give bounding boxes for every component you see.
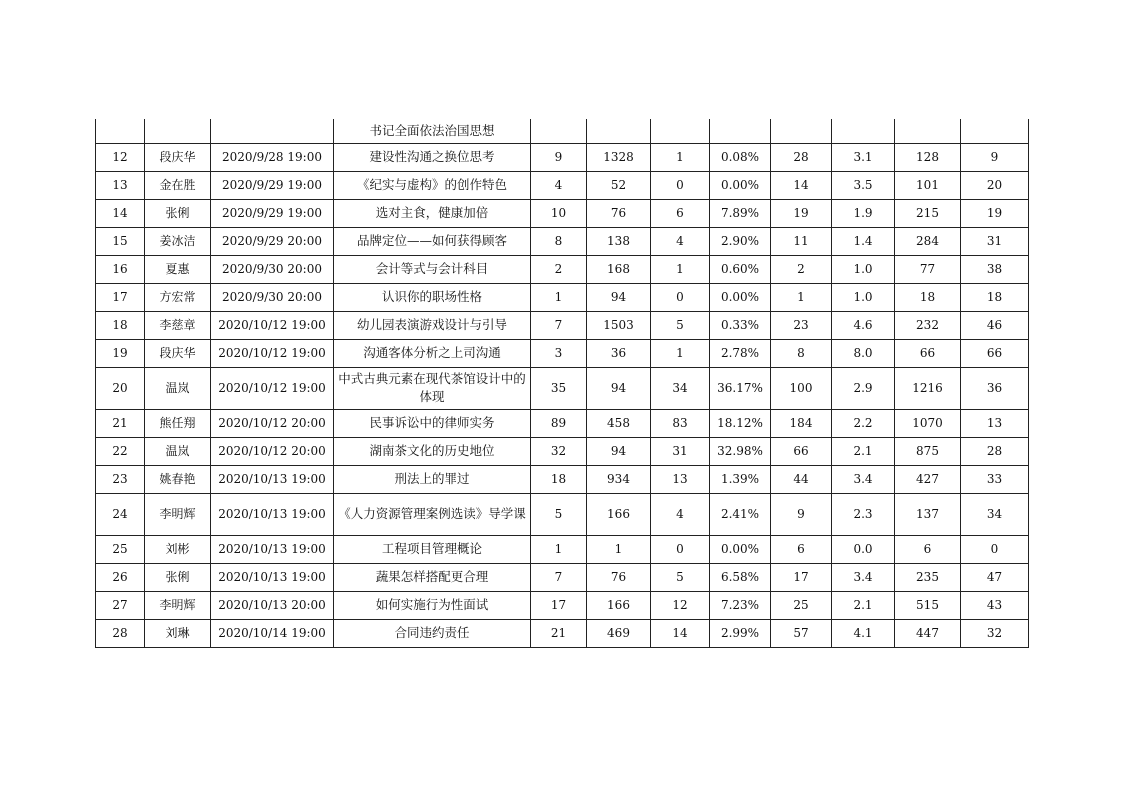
cell-c2 bbox=[587, 119, 651, 143]
cell-course: 合同违约责任 bbox=[334, 619, 531, 647]
cell-c1: 1 bbox=[531, 535, 587, 563]
cell-c5: 28 bbox=[771, 143, 832, 171]
cell-c7: 235 bbox=[895, 563, 961, 591]
cell-c3: 6 bbox=[651, 199, 710, 227]
cell-c3: 34 bbox=[651, 367, 710, 409]
cell-time: 2020/10/12 19:00 bbox=[211, 311, 334, 339]
cell-c6: 4.6 bbox=[832, 311, 895, 339]
cell-c6: 2.2 bbox=[832, 409, 895, 437]
cell-no: 15 bbox=[96, 227, 145, 255]
cell-time: 2020/9/29 19:00 bbox=[211, 171, 334, 199]
cell-c2: 94 bbox=[587, 367, 651, 409]
cell-time: 2020/9/29 20:00 bbox=[211, 227, 334, 255]
cell-c5: 100 bbox=[771, 367, 832, 409]
cell-c8: 19 bbox=[961, 199, 1029, 227]
cell-teacher: 夏惠 bbox=[145, 255, 211, 283]
cell-c5: 14 bbox=[771, 171, 832, 199]
cell-course: 建设性沟通之换位思考 bbox=[334, 143, 531, 171]
cell-teacher: 李慈章 bbox=[145, 311, 211, 339]
cell-c5 bbox=[771, 119, 832, 143]
cell-c4: 0.00% bbox=[710, 171, 771, 199]
cell-course: 蔬果怎样搭配更合理 bbox=[334, 563, 531, 591]
cell-course: 刑法上的罪过 bbox=[334, 465, 531, 493]
table-row bbox=[96, 255, 1029, 283]
cell-c3: 5 bbox=[651, 563, 710, 591]
cell-teacher: 金在胜 bbox=[145, 171, 211, 199]
cell-c4: 0.00% bbox=[710, 535, 771, 563]
cell-c6: 2.9 bbox=[832, 367, 895, 409]
cell-course: 品牌定位——如何获得顾客 bbox=[334, 227, 531, 255]
cell-c1: 7 bbox=[531, 563, 587, 591]
table-row bbox=[96, 143, 1029, 171]
table-row bbox=[96, 619, 1029, 647]
cell-c2: 166 bbox=[587, 591, 651, 619]
cell-c5: 184 bbox=[771, 409, 832, 437]
cell-c6: 3.5 bbox=[832, 171, 895, 199]
cell-c5: 25 bbox=[771, 591, 832, 619]
cell-time: 2020/10/14 19:00 bbox=[211, 619, 334, 647]
cell-c4: 0.60% bbox=[710, 255, 771, 283]
cell-c8: 18 bbox=[961, 283, 1029, 311]
table-row bbox=[96, 465, 1029, 493]
cell-c7: 66 bbox=[895, 339, 961, 367]
cell-teacher: 段庆华 bbox=[145, 339, 211, 367]
cell-c8: 13 bbox=[961, 409, 1029, 437]
table-row bbox=[96, 591, 1029, 619]
cell-c5: 11 bbox=[771, 227, 832, 255]
cell-c3: 4 bbox=[651, 493, 710, 535]
cell-c4: 2.99% bbox=[710, 619, 771, 647]
cell-c7: 875 bbox=[895, 437, 961, 465]
cell-c5: 57 bbox=[771, 619, 832, 647]
cell-c2: 52 bbox=[587, 171, 651, 199]
table-row-continued bbox=[96, 119, 1029, 143]
cell-c3: 31 bbox=[651, 437, 710, 465]
cell-c7: 101 bbox=[895, 171, 961, 199]
cell-time: 2020/9/30 20:00 bbox=[211, 283, 334, 311]
table-row bbox=[96, 199, 1029, 227]
cell-time: 2020/10/13 19:00 bbox=[211, 465, 334, 493]
cell-c6 bbox=[832, 119, 895, 143]
cell-teacher: 方宏常 bbox=[145, 283, 211, 311]
cell-time: 2020/10/12 20:00 bbox=[211, 437, 334, 465]
cell-teacher: 温岚 bbox=[145, 437, 211, 465]
cell-course: 《纪实与虚构》的创作特色 bbox=[334, 171, 531, 199]
cell-c6: 1.0 bbox=[832, 255, 895, 283]
cell-c4 bbox=[710, 119, 771, 143]
cell-c6: 3.4 bbox=[832, 465, 895, 493]
cell-c4: 0.00% bbox=[710, 283, 771, 311]
cell-c1: 35 bbox=[531, 367, 587, 409]
cell-c6: 4.1 bbox=[832, 619, 895, 647]
cell-teacher bbox=[145, 119, 211, 143]
cell-course: 认识你的职场性格 bbox=[334, 283, 531, 311]
cell-course: 民事诉讼中的律师实务 bbox=[334, 409, 531, 437]
cell-c7 bbox=[895, 119, 961, 143]
cell-c3: 13 bbox=[651, 465, 710, 493]
cell-c8 bbox=[961, 119, 1029, 143]
cell-c2: 76 bbox=[587, 563, 651, 591]
table-body bbox=[96, 119, 1029, 647]
cell-c8: 28 bbox=[961, 437, 1029, 465]
table-row bbox=[96, 563, 1029, 591]
cell-c2: 166 bbox=[587, 493, 651, 535]
cell-c4: 7.89% bbox=[710, 199, 771, 227]
cell-c3 bbox=[651, 119, 710, 143]
cell-c6: 3.1 bbox=[832, 143, 895, 171]
cell-c4: 7.23% bbox=[710, 591, 771, 619]
cell-no: 12 bbox=[96, 143, 145, 171]
cell-c6: 2.1 bbox=[832, 591, 895, 619]
cell-c4: 2.78% bbox=[710, 339, 771, 367]
cell-time: 2020/10/13 20:00 bbox=[211, 591, 334, 619]
cell-c8: 34 bbox=[961, 493, 1029, 535]
cell-c2: 76 bbox=[587, 199, 651, 227]
cell-c6: 1.4 bbox=[832, 227, 895, 255]
cell-c4: 1.39% bbox=[710, 465, 771, 493]
cell-c7: 515 bbox=[895, 591, 961, 619]
cell-c3: 5 bbox=[651, 311, 710, 339]
table-row bbox=[96, 437, 1029, 465]
cell-c3: 1 bbox=[651, 255, 710, 283]
cell-c1: 8 bbox=[531, 227, 587, 255]
cell-c2: 1503 bbox=[587, 311, 651, 339]
cell-c3: 0 bbox=[651, 171, 710, 199]
cell-no: 23 bbox=[96, 465, 145, 493]
cell-teacher: 姜冰洁 bbox=[145, 227, 211, 255]
cell-c8: 36 bbox=[961, 367, 1029, 409]
cell-c4: 0.33% bbox=[710, 311, 771, 339]
cell-c3: 14 bbox=[651, 619, 710, 647]
cell-c6: 1.9 bbox=[832, 199, 895, 227]
cell-c3: 12 bbox=[651, 591, 710, 619]
cell-c2: 458 bbox=[587, 409, 651, 437]
cell-c7: 1070 bbox=[895, 409, 961, 437]
cell-teacher: 李明辉 bbox=[145, 493, 211, 535]
cell-c8: 0 bbox=[961, 535, 1029, 563]
cell-time: 2020/10/12 19:00 bbox=[211, 367, 334, 409]
cell-c7: 128 bbox=[895, 143, 961, 171]
cell-c8: 32 bbox=[961, 619, 1029, 647]
cell-time: 2020/9/29 19:00 bbox=[211, 199, 334, 227]
cell-c2: 94 bbox=[587, 437, 651, 465]
cell-c1: 4 bbox=[531, 171, 587, 199]
cell-c3: 1 bbox=[651, 143, 710, 171]
cell-c1: 9 bbox=[531, 143, 587, 171]
cell-no: 20 bbox=[96, 367, 145, 409]
cell-no bbox=[96, 119, 145, 143]
table-row bbox=[96, 227, 1029, 255]
cell-c1: 5 bbox=[531, 493, 587, 535]
cell-no: 24 bbox=[96, 493, 145, 535]
cell-teacher: 熊任翔 bbox=[145, 409, 211, 437]
cell-c1: 17 bbox=[531, 591, 587, 619]
cell-no: 27 bbox=[96, 591, 145, 619]
cell-c3: 83 bbox=[651, 409, 710, 437]
cell-teacher: 李明辉 bbox=[145, 591, 211, 619]
cell-c8: 31 bbox=[961, 227, 1029, 255]
cell-teacher: 姚春艳 bbox=[145, 465, 211, 493]
cell-time: 2020/10/12 19:00 bbox=[211, 339, 334, 367]
cell-c4: 36.17% bbox=[710, 367, 771, 409]
cell-course: 会计等式与会计科目 bbox=[334, 255, 531, 283]
cell-c6: 8.0 bbox=[832, 339, 895, 367]
table-row bbox=[96, 409, 1029, 437]
cell-no: 14 bbox=[96, 199, 145, 227]
table-row bbox=[96, 283, 1029, 311]
cell-c4: 32.98% bbox=[710, 437, 771, 465]
cell-c3: 1 bbox=[651, 339, 710, 367]
cell-no: 16 bbox=[96, 255, 145, 283]
cell-c7: 427 bbox=[895, 465, 961, 493]
cell-c7: 215 bbox=[895, 199, 961, 227]
cell-c5: 23 bbox=[771, 311, 832, 339]
cell-c2: 469 bbox=[587, 619, 651, 647]
cell-course: 沟通客体分析之上司沟通 bbox=[334, 339, 531, 367]
table-row bbox=[96, 339, 1029, 367]
cell-c5: 44 bbox=[771, 465, 832, 493]
table-row bbox=[96, 311, 1029, 339]
cell-time bbox=[211, 119, 334, 143]
cell-c4: 2.90% bbox=[710, 227, 771, 255]
cell-no: 18 bbox=[96, 311, 145, 339]
cell-teacher: 温岚 bbox=[145, 367, 211, 409]
cell-c7: 1216 bbox=[895, 367, 961, 409]
cell-c8: 20 bbox=[961, 171, 1029, 199]
cell-c2: 168 bbox=[587, 255, 651, 283]
cell-c5: 19 bbox=[771, 199, 832, 227]
cell-c7: 6 bbox=[895, 535, 961, 563]
cell-c2: 1 bbox=[587, 535, 651, 563]
cell-course: 幼儿园表演游戏设计与引导 bbox=[334, 311, 531, 339]
cell-teacher: 张俐 bbox=[145, 563, 211, 591]
cell-time: 2020/10/12 20:00 bbox=[211, 409, 334, 437]
cell-c2: 138 bbox=[587, 227, 651, 255]
cell-c5: 17 bbox=[771, 563, 832, 591]
cell-c1: 1 bbox=[531, 283, 587, 311]
cell-c1: 32 bbox=[531, 437, 587, 465]
cell-time: 2020/9/30 20:00 bbox=[211, 255, 334, 283]
cell-c6: 2.3 bbox=[832, 493, 895, 535]
cell-course: 中式古典元素在现代茶馆设计中的体现 bbox=[334, 367, 531, 409]
table-row bbox=[96, 171, 1029, 199]
cell-no: 21 bbox=[96, 409, 145, 437]
table-row bbox=[96, 493, 1029, 535]
cell-c6: 3.4 bbox=[832, 563, 895, 591]
cell-c7: 18 bbox=[895, 283, 961, 311]
cell-teacher: 段庆华 bbox=[145, 143, 211, 171]
cell-c1: 2 bbox=[531, 255, 587, 283]
cell-c1: 3 bbox=[531, 339, 587, 367]
cell-c6: 2.1 bbox=[832, 437, 895, 465]
cell-c1: 10 bbox=[531, 199, 587, 227]
cell-no: 17 bbox=[96, 283, 145, 311]
cell-teacher: 张俐 bbox=[145, 199, 211, 227]
cell-c4: 0.08% bbox=[710, 143, 771, 171]
cell-c4: 2.41% bbox=[710, 493, 771, 535]
cell-c1: 89 bbox=[531, 409, 587, 437]
cell-time: 2020/10/13 19:00 bbox=[211, 535, 334, 563]
cell-c1: 21 bbox=[531, 619, 587, 647]
cell-c5: 6 bbox=[771, 535, 832, 563]
cell-c5: 66 bbox=[771, 437, 832, 465]
cell-course: 如何实施行为性面试 bbox=[334, 591, 531, 619]
table-row bbox=[96, 367, 1029, 409]
cell-no: 22 bbox=[96, 437, 145, 465]
cell-c7: 284 bbox=[895, 227, 961, 255]
cell-c6: 0.0 bbox=[832, 535, 895, 563]
cell-course: 工程项目管理概论 bbox=[334, 535, 531, 563]
cell-teacher: 刘彬 bbox=[145, 535, 211, 563]
cell-c1 bbox=[531, 119, 587, 143]
cell-c8: 47 bbox=[961, 563, 1029, 591]
cell-c5: 9 bbox=[771, 493, 832, 535]
cell-time: 2020/10/13 19:00 bbox=[211, 563, 334, 591]
cell-c2: 94 bbox=[587, 283, 651, 311]
cell-course: 《人力资源管理案例选读》导学课 bbox=[334, 493, 531, 535]
cell-c2: 934 bbox=[587, 465, 651, 493]
cell-course: 湖南茶文化的历史地位 bbox=[334, 437, 531, 465]
cell-c3: 0 bbox=[651, 535, 710, 563]
cell-course: 选对主食，健康加倍 bbox=[334, 199, 531, 227]
cell-c8: 46 bbox=[961, 311, 1029, 339]
cell-c2: 36 bbox=[587, 339, 651, 367]
cell-c2: 1328 bbox=[587, 143, 651, 171]
cell-c8: 43 bbox=[961, 591, 1029, 619]
cell-c7: 77 bbox=[895, 255, 961, 283]
cell-c8: 38 bbox=[961, 255, 1029, 283]
cell-teacher: 刘琳 bbox=[145, 619, 211, 647]
cell-c7: 137 bbox=[895, 493, 961, 535]
cell-no: 25 bbox=[96, 535, 145, 563]
cell-c4: 6.58% bbox=[710, 563, 771, 591]
cell-no: 19 bbox=[96, 339, 145, 367]
cell-c3: 4 bbox=[651, 227, 710, 255]
cell-c1: 7 bbox=[531, 311, 587, 339]
table-row bbox=[96, 535, 1029, 563]
cell-c3: 0 bbox=[651, 283, 710, 311]
cell-c5: 1 bbox=[771, 283, 832, 311]
cell-c8: 66 bbox=[961, 339, 1029, 367]
cell-c7: 232 bbox=[895, 311, 961, 339]
cell-time: 2020/10/13 19:00 bbox=[211, 493, 334, 535]
course-statistics-table bbox=[95, 119, 1029, 648]
cell-c8: 33 bbox=[961, 465, 1029, 493]
cell-c7: 447 bbox=[895, 619, 961, 647]
cell-c5: 8 bbox=[771, 339, 832, 367]
cell-course: 书记全面依法治国思想 bbox=[334, 119, 531, 143]
cell-c6: 1.0 bbox=[832, 283, 895, 311]
cell-time: 2020/9/28 19:00 bbox=[211, 143, 334, 171]
cell-c1: 18 bbox=[531, 465, 587, 493]
cell-no: 13 bbox=[96, 171, 145, 199]
cell-c8: 9 bbox=[961, 143, 1029, 171]
cell-c5: 2 bbox=[771, 255, 832, 283]
cell-no: 26 bbox=[96, 563, 145, 591]
cell-c4: 18.12% bbox=[710, 409, 771, 437]
cell-no: 28 bbox=[96, 619, 145, 647]
